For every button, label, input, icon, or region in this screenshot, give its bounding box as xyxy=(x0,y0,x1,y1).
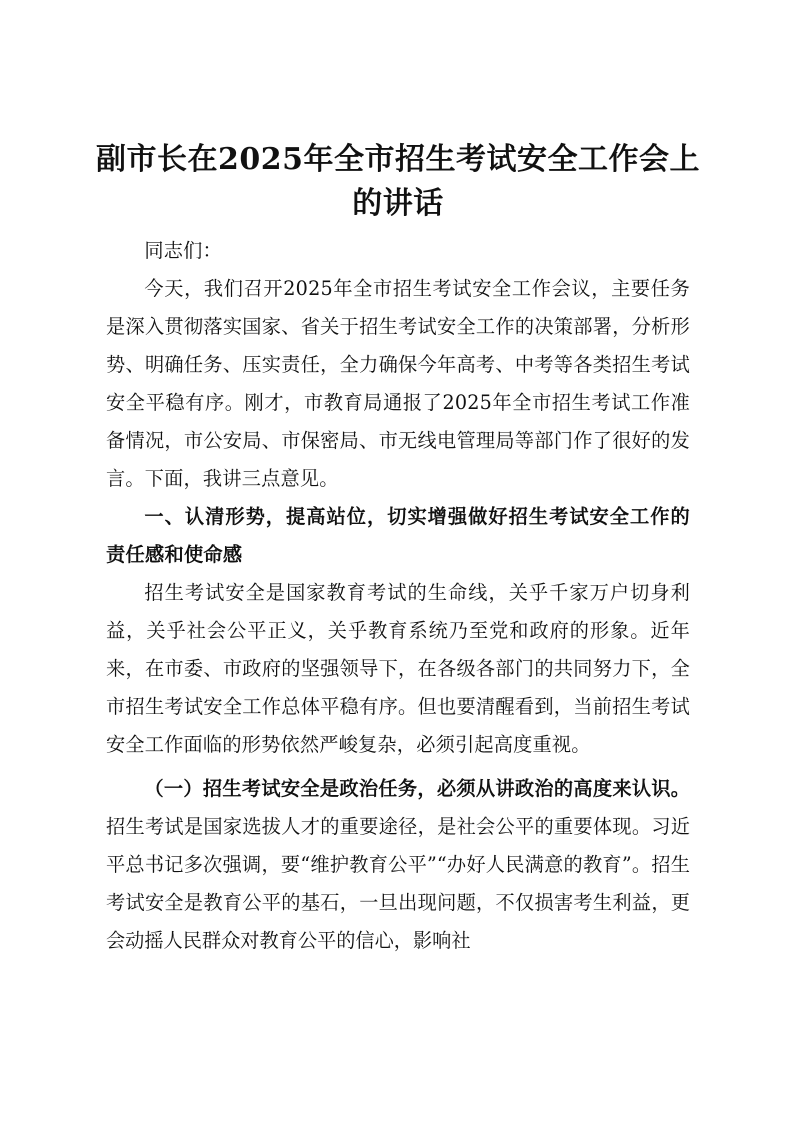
greeting: 同志们： xyxy=(144,239,222,262)
document-page xyxy=(96,138,700,960)
subsection-1-body: 招生考试是国家选拔人才的重要途径，是社会公平的重要体现。习近平总书记多次强调，要“维护教育公平”“办好人民满意的教育”。招生考试安全是教育公平的基石，一旦出现问题，不仅损害考生利益，更会动摇人民群众对教育公平的信心，影响社 xyxy=(106,815,690,952)
section-1-paragraph: 招生考试安全是国家教育考试的生命线，关乎千家万户切身利益，关乎社会公平正义，关乎教育系统乃至党和政府的形象。近年来，在市委、市政府的坚强领导下，在各级各部门的共同努力下，全市招生考试安全工作总体平稳有序。但也要清醒看到，当前招生考试安全工作面临的形势依然严峻复杂，必须引起高度重视。 xyxy=(106,581,690,756)
section-1-heading: 一、认清形势，提高站位，切实增强做好招生考试安全工作的责任感和使命感 xyxy=(106,505,690,566)
intro-paragraph: 今天，我们召开2025年全市招生考试安全工作会议，主要任务是深入贯彻落实国家、省关于招生考试安全工作的决策部署，分析形势、明确任务、压实责任，全力确保今年高考、中考等各类招生考试安全平稳有序。刚才，市教育局通报了2025年全市招生考试工作准备情况，市公安局、市保密局、市无线电管理局等部门作了很好的发言。下面，我讲三点意见。 xyxy=(106,277,690,490)
subsection-1-heading: （一）招生考试安全是政治任务，必须从讲政治的高度来认识。 xyxy=(144,777,690,800)
document-title: 副市长在2025年全市招生考试安全工作会上的讲话 xyxy=(96,142,700,221)
subsection-1-paragraph xyxy=(106,770,690,960)
